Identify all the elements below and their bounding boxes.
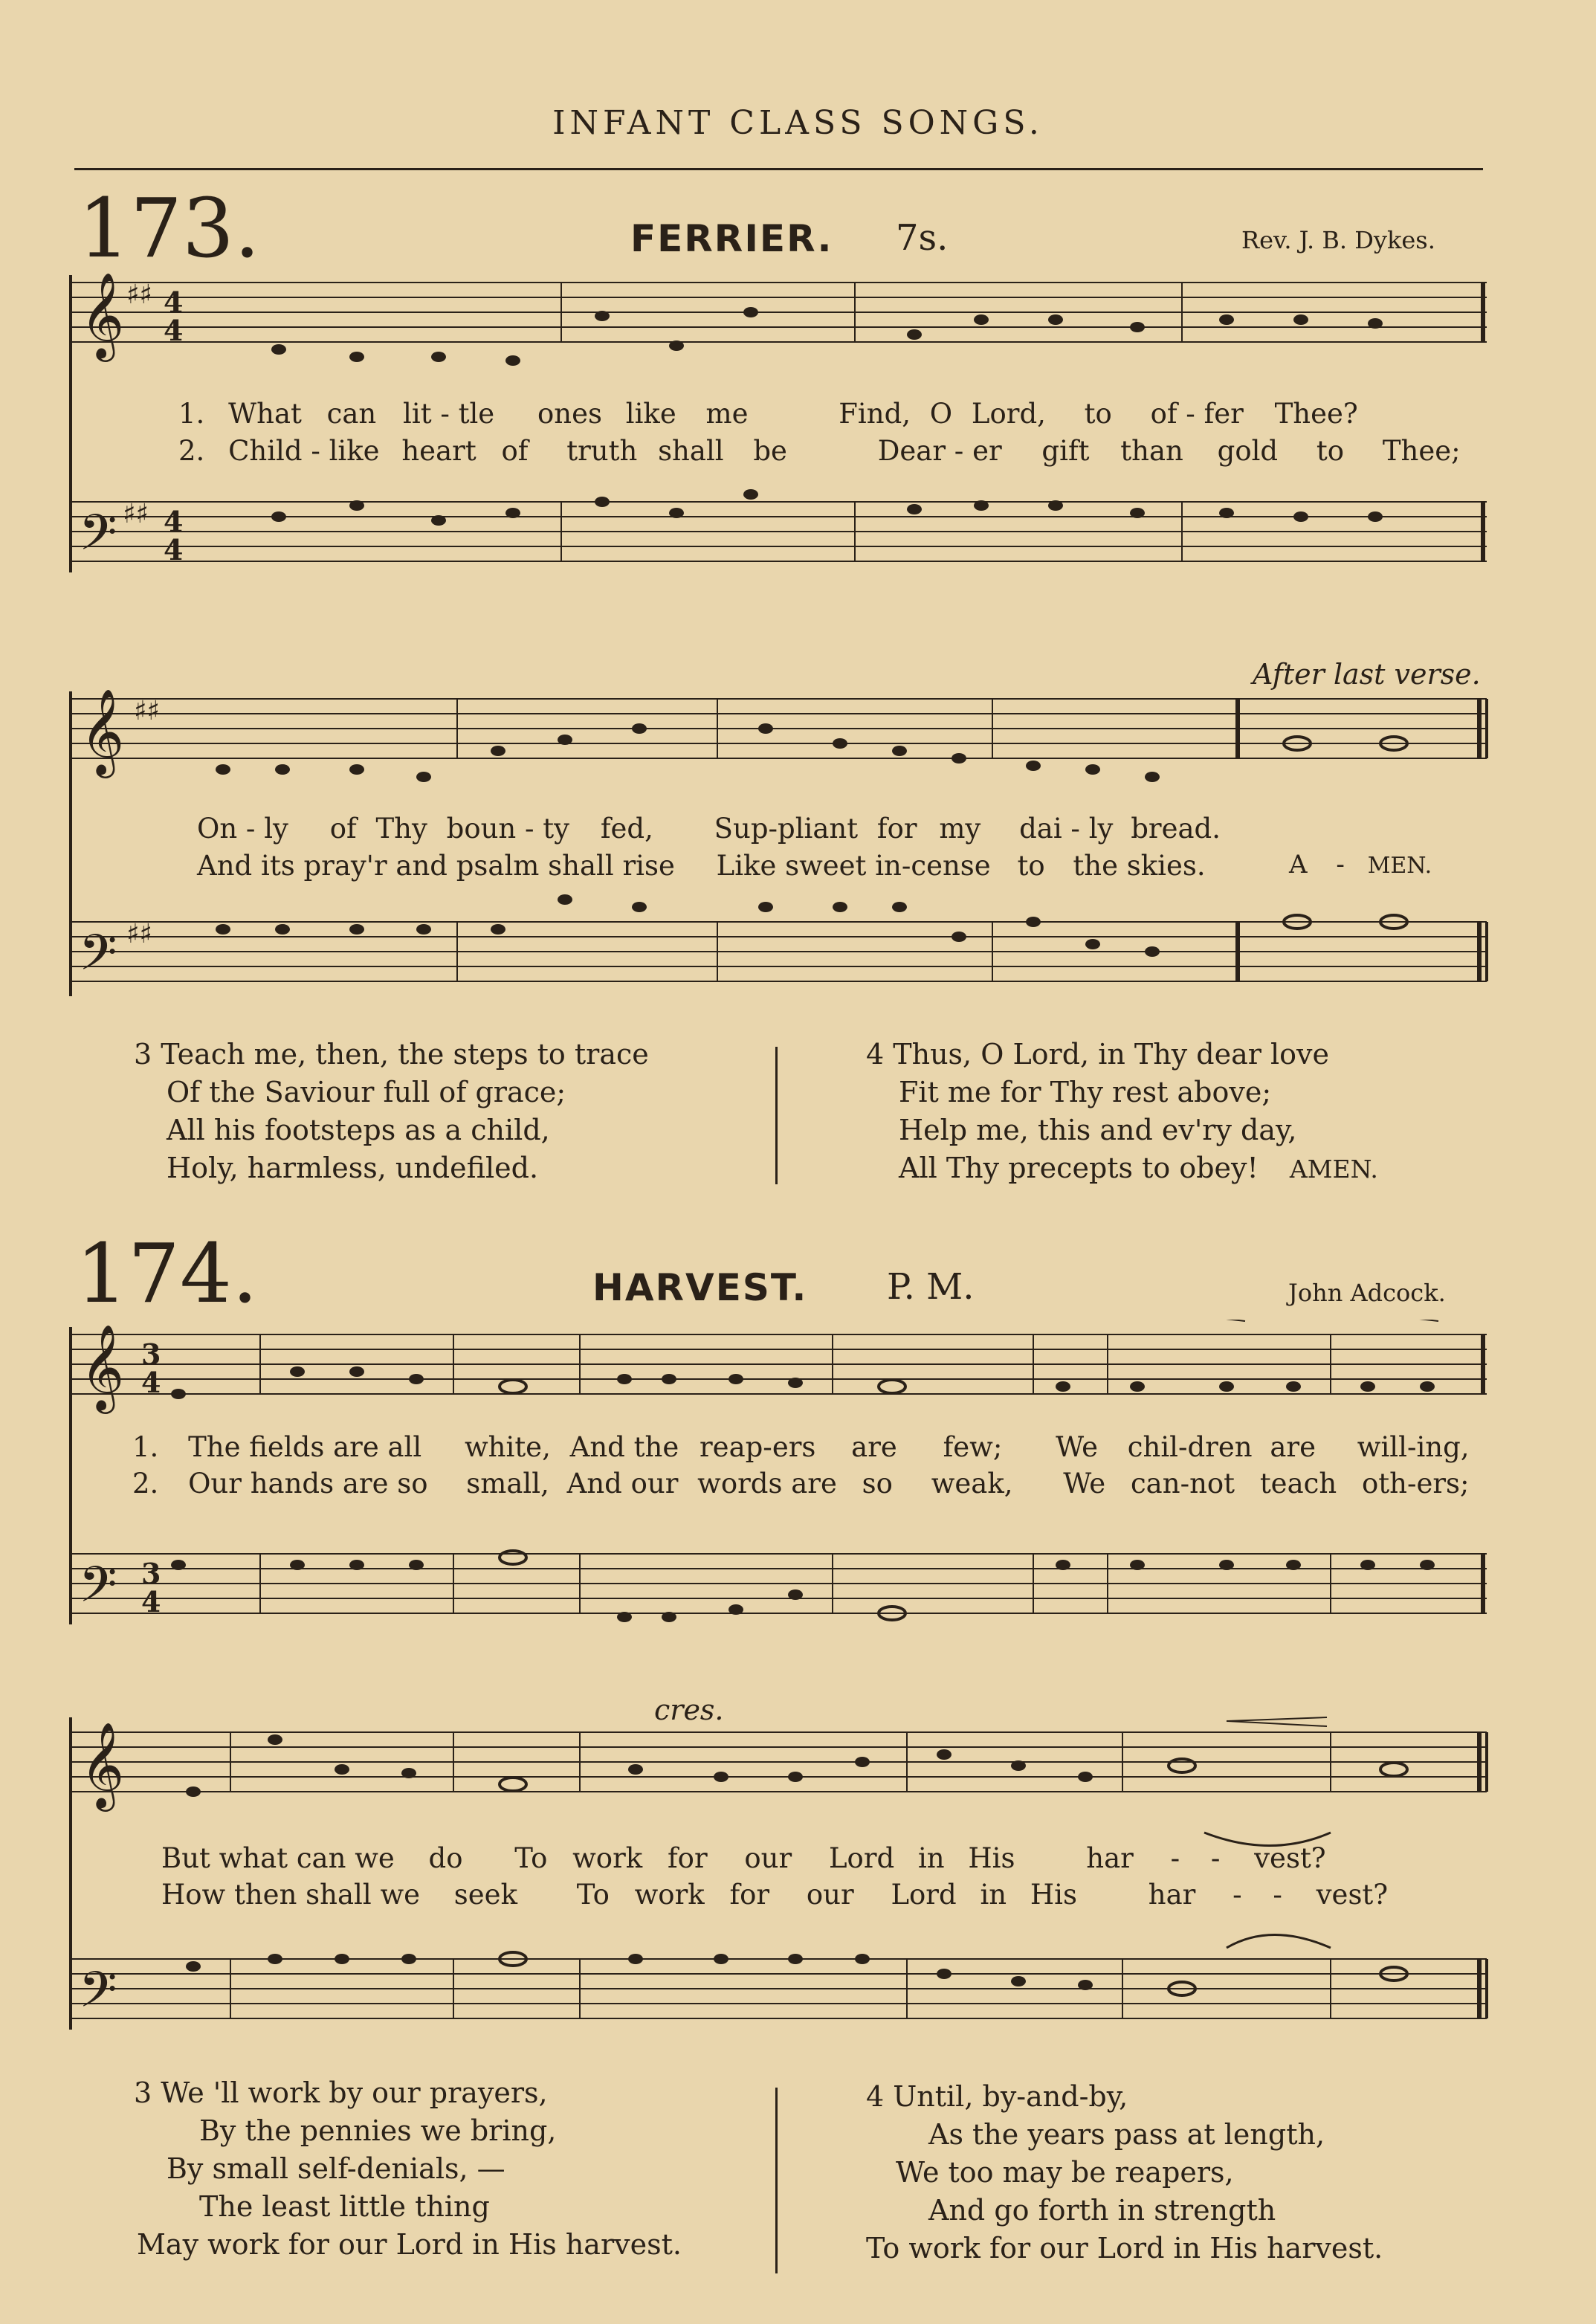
lyric-word: our xyxy=(806,1879,854,1911)
lyric-word: - xyxy=(1170,1842,1180,1874)
lyric-word: vest? xyxy=(1254,1842,1326,1874)
lyric-word: His xyxy=(1030,1879,1077,1911)
verse-line: Help me, this and ev'ry day, xyxy=(899,1114,1297,1146)
lyric-word: for xyxy=(876,813,917,845)
lyric-word: work xyxy=(634,1879,705,1911)
lyric-word: truth xyxy=(566,435,638,467)
verse-line: 4 Thus, O Lord, in Thy dear love xyxy=(866,1038,1329,1071)
svg-text:4: 4 xyxy=(164,533,184,567)
lyric-word: Child - like xyxy=(228,435,380,467)
lyric-word: so xyxy=(862,1468,893,1500)
page-header: INFANT CLASS SONGS. xyxy=(552,104,1044,142)
lyric-word: Find, xyxy=(839,398,911,430)
lyric-word: 2. xyxy=(132,1468,159,1500)
hymn-173-composer: Rev. J. B. Dykes. xyxy=(1241,226,1435,254)
header-rule xyxy=(74,168,1483,170)
svg-text:𝄢: 𝄢 xyxy=(79,504,117,573)
hymn-173-line-1-verse-1 xyxy=(178,398,1358,430)
svg-text:♯♯: ♯♯ xyxy=(123,499,149,529)
lyric-word: will-ing, xyxy=(1357,1431,1470,1463)
verse-line: Holy, harmless, undefiled. xyxy=(167,1152,539,1184)
lyric-word: Lord xyxy=(891,1879,957,1911)
lyric-word: for xyxy=(667,1842,708,1874)
lyric-word: are xyxy=(851,1431,897,1463)
lyric-word: And our xyxy=(566,1468,679,1500)
svg-text:𝄞: 𝄞 xyxy=(80,688,125,775)
hymn-174-meter: P. M. xyxy=(887,1266,975,1308)
lyric-word: har xyxy=(1086,1842,1134,1874)
lyric-word: Thee; xyxy=(1382,435,1461,467)
hymn-174-line-1-verse-1 xyxy=(132,1431,1470,1463)
hymn-173-number: 173. xyxy=(78,181,260,276)
lyric-word: What xyxy=(228,398,302,430)
lyric-word: white, xyxy=(464,1431,551,1463)
verse-line: By the pennies we bring, xyxy=(199,2114,557,2147)
svg-text:4: 4 xyxy=(164,285,184,319)
svg-text:𝄢: 𝄢 xyxy=(79,924,117,993)
svg-text:4: 4 xyxy=(141,1366,161,1399)
lyric-word: - xyxy=(1336,850,1345,879)
verse-line: The least little thing xyxy=(199,2190,490,2223)
after-last-verse-label: After last verse. xyxy=(1253,658,1481,691)
svg-text:3: 3 xyxy=(141,1337,161,1371)
lyric-word: On - ly xyxy=(197,813,288,845)
lyric-word: chil-dren xyxy=(1127,1431,1253,1463)
hymn-174-number: 174. xyxy=(76,1226,258,1321)
svg-text:3: 3 xyxy=(141,1557,161,1590)
lyric-word: can-not xyxy=(1130,1468,1235,1500)
lyric-word: 2. xyxy=(178,435,205,467)
lyric-word: Sup-pliant xyxy=(714,813,859,845)
verse-line: May work for our Lord in His harvest. xyxy=(137,2228,682,2261)
lyric-word: my xyxy=(939,813,981,845)
lyric-word: To xyxy=(576,1879,610,1911)
lyric-word: in xyxy=(917,1842,945,1874)
hymn-173-line-2-verse-2 xyxy=(197,850,1206,882)
hymn-173-amen-lyric xyxy=(1289,850,1432,879)
lyric-word: gift xyxy=(1041,435,1090,467)
hymn-173-line-2-verse-1 xyxy=(197,813,1221,845)
svg-text:♯♯: ♯♯ xyxy=(126,919,152,949)
lyric-word: do xyxy=(428,1842,463,1874)
lyric-word: We xyxy=(1063,1468,1106,1500)
lyric-word: We xyxy=(1056,1431,1098,1463)
verse-line: We too may be reapers, xyxy=(896,2156,1234,2189)
lyric-word: of xyxy=(501,435,529,467)
lyric-word: to xyxy=(1316,435,1345,467)
lyric-word: Like sweet in-cense xyxy=(716,850,991,882)
lyric-word: shall xyxy=(658,435,724,467)
amen-mark: AMEN. xyxy=(1289,1155,1378,1184)
lyric-word: - xyxy=(1232,1879,1242,1911)
lyric-word: Thee? xyxy=(1274,398,1358,430)
hymn-174-line-1-verse-2 xyxy=(132,1468,1469,1500)
lyric-word: to xyxy=(1084,398,1112,430)
verse-line: As the years pass at length, xyxy=(928,2118,1325,2151)
svg-text:4: 4 xyxy=(164,314,184,347)
lyric-word: the skies. xyxy=(1073,850,1206,882)
lyric-word: ones xyxy=(537,398,602,430)
svg-text:𝄢: 𝄢 xyxy=(79,1961,117,2030)
lyric-word: The fields are all xyxy=(188,1431,422,1463)
lyric-word: in xyxy=(980,1879,1007,1911)
verse-line xyxy=(866,1149,1378,1188)
svg-text:4: 4 xyxy=(164,505,184,538)
verse-line: By small self-denials, — xyxy=(167,2152,505,2185)
verse-line: Fit me for Thy rest above; xyxy=(899,1076,1272,1108)
verse-line: 4 Until, by-and-by, xyxy=(866,2080,1128,2113)
lyric-word: gold xyxy=(1217,435,1279,467)
hymn-174-line-2-verse-1 xyxy=(161,1842,1326,1874)
hymn-174-verse-4 xyxy=(866,2078,1383,2267)
lyric-word: boun - ty xyxy=(446,813,570,845)
svg-text:𝄞: 𝄞 xyxy=(80,1721,125,1808)
lyric-word: small, xyxy=(466,1468,549,1500)
verse-line: And go forth in strength xyxy=(928,2194,1276,2227)
hymn-173-verse-3 xyxy=(134,1036,649,1187)
lyric-word: bread. xyxy=(1131,813,1221,845)
svg-text:♯♯: ♯♯ xyxy=(134,696,160,726)
lyric-word: words are xyxy=(697,1468,837,1500)
verse-divider xyxy=(775,1047,778,1184)
lyric-word: of - fer xyxy=(1150,398,1244,430)
hymn-173-tune: FERRIER. xyxy=(630,217,833,260)
lyric-word: work xyxy=(572,1842,643,1874)
lyric-word: Our hands are so xyxy=(188,1468,428,1500)
lyric-word: heart xyxy=(401,435,476,467)
svg-text:𝄞: 𝄞 xyxy=(80,1323,125,1410)
lyric-word: How then shall we xyxy=(161,1879,421,1911)
lyric-word: oth-ers; xyxy=(1361,1468,1470,1500)
lyric-word: And the xyxy=(569,1431,679,1463)
lyric-word: vest? xyxy=(1316,1879,1389,1911)
svg-text:4: 4 xyxy=(141,1585,161,1618)
svg-text:𝄞: 𝄞 xyxy=(80,271,125,358)
hymn-173-line-1-verse-2 xyxy=(178,435,1461,467)
lyric-word: 1. xyxy=(178,398,205,430)
lyric-word: Thy xyxy=(375,813,427,845)
lyric-word: reap-ers xyxy=(699,1431,816,1463)
lyric-word: our xyxy=(744,1842,792,1874)
lyric-word: me xyxy=(705,398,749,430)
lyric-word: Lord xyxy=(828,1842,895,1874)
lyric-word: A xyxy=(1289,850,1308,879)
lyric-word: dai - ly xyxy=(1019,813,1114,845)
lyric-word: MEN. xyxy=(1367,853,1432,879)
lyric-word: fed, xyxy=(600,813,653,845)
crescendo-mark: cres. xyxy=(654,1694,724,1726)
lyric-word: to xyxy=(1017,850,1045,882)
lyric-word: Dear - er xyxy=(877,435,1002,467)
lyric-word: - xyxy=(1210,1842,1221,1874)
lyric-word: His xyxy=(968,1842,1015,1874)
lyric-word: 1. xyxy=(132,1431,159,1463)
verse-line: To work for our Lord in His harvest. xyxy=(866,2232,1383,2265)
svg-text:♯♯: ♯♯ xyxy=(126,280,152,310)
lyric-word: of xyxy=(329,813,357,845)
lyric-word: lit - tle xyxy=(403,398,495,430)
lyric-word: O xyxy=(929,398,953,430)
hymn-174-verse-3 xyxy=(134,2074,682,2264)
verse-text: All Thy precepts to obey! xyxy=(899,1152,1259,1184)
verse-line: Of the Saviour full of grace; xyxy=(167,1076,566,1108)
lyric-word: weak, xyxy=(931,1468,1013,1500)
lyric-word: than xyxy=(1120,435,1183,467)
lyric-word: To xyxy=(514,1842,548,1874)
lyric-word: like xyxy=(625,398,676,430)
lyric-word: But what can we xyxy=(161,1842,395,1874)
lyric-word: - xyxy=(1273,1879,1282,1911)
svg-text:𝄢: 𝄢 xyxy=(79,1556,117,1625)
verse-line: All his footsteps as a child, xyxy=(167,1114,550,1146)
lyric-word: can xyxy=(326,398,377,430)
hymn-174-line-2-verse-2 xyxy=(161,1879,1388,1911)
lyric-word: few; xyxy=(943,1431,1003,1463)
lyric-word: be xyxy=(753,435,787,467)
verse-line: 3 Teach me, then, the steps to trace xyxy=(134,1038,649,1071)
lyric-word: seek xyxy=(453,1879,517,1911)
verse-line: 3 We 'll work by our prayers, xyxy=(134,2076,548,2109)
hymn-173-verse-4 xyxy=(866,1036,1378,1188)
lyric-word: And its pray'r and psalm shall rise xyxy=(197,850,675,882)
lyric-word: har xyxy=(1148,1879,1196,1911)
hymn-174-tune: HARVEST. xyxy=(592,1266,808,1309)
lyric-word: for xyxy=(729,1879,770,1911)
lyric-word: teach xyxy=(1259,1468,1337,1500)
hymn-173-meter: 7s. xyxy=(896,217,949,259)
lyric-word: are xyxy=(1270,1431,1316,1463)
verse-divider xyxy=(775,2088,778,2273)
hymn-174-composer: John Adcock. xyxy=(1288,1279,1446,1307)
lyric-word: Lord, xyxy=(971,398,1046,430)
